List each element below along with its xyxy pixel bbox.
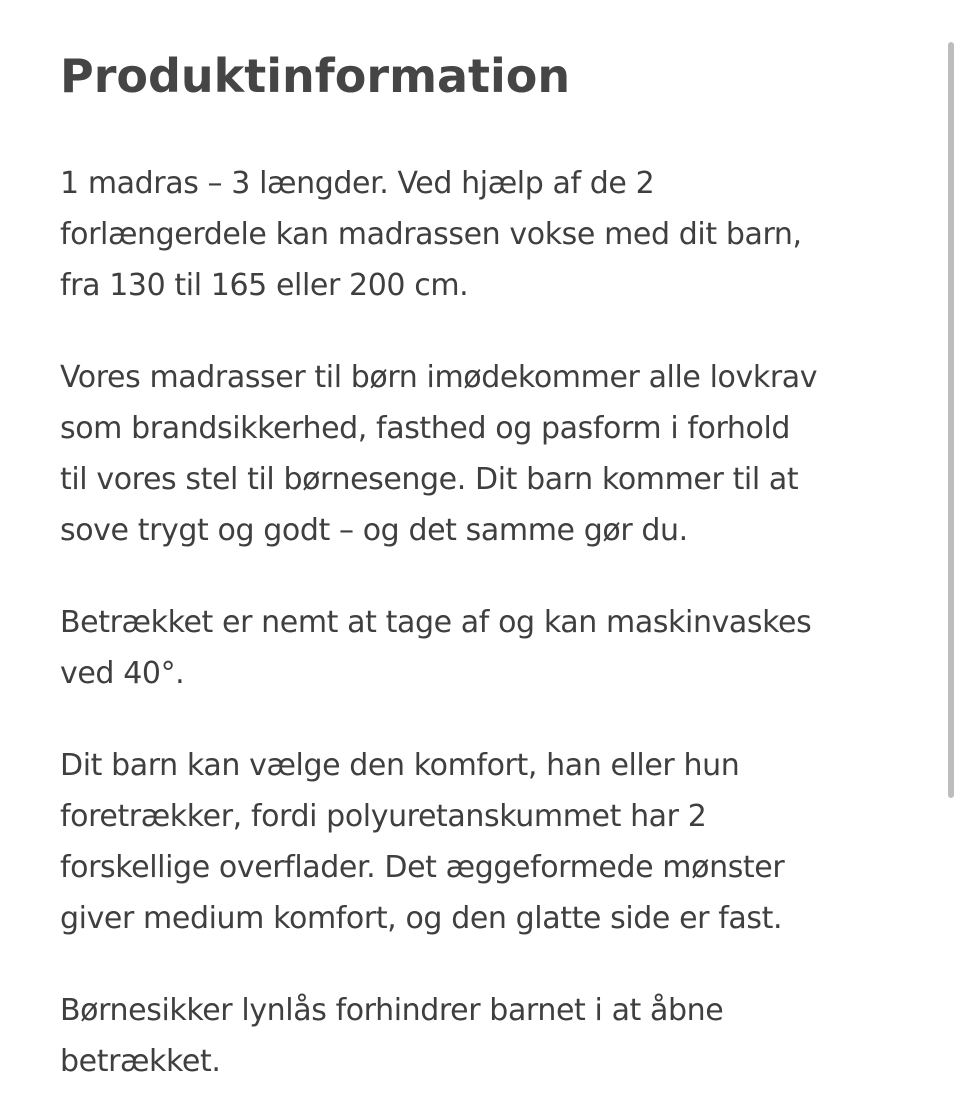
text-line: som brandsikkerhed, fasthed og pasform i forhold — [60, 411, 791, 446]
text-line: giver medium komfort, og den glatte side er fast. — [60, 901, 783, 936]
text-line: betrækket. — [60, 1044, 221, 1079]
paragraph-cover-washing — [60, 597, 920, 699]
text-line: til vores stel til børnesenge. Dit barn kommer til at — [60, 462, 799, 497]
text-line: fra 130 til 165 eller 200 cm. — [60, 268, 469, 303]
text-line: forskellige overflader. Det æggeformede mønster — [60, 850, 785, 885]
text-line: sove trygt og godt – og det samme gør du. — [60, 513, 688, 548]
text-line: Betrækket er nemt at tage af og kan maskinvaskes — [60, 605, 812, 640]
text-line: 1 madras – 3 længder. Ved hjælp af de 2 — [60, 166, 655, 201]
product-info-section — [60, 40, 920, 1087]
paragraph-zipper — [60, 985, 920, 1087]
text-line: Dit barn kan vælge den komfort, han eller hun — [60, 748, 740, 783]
text-line: foretrækker, fordi polyuretanskummet har 2 — [60, 799, 707, 834]
text-line: forlængerdele kan madrassen vokse med dit barn, — [60, 217, 802, 252]
vertical-scrollbar[interactable] — [948, 42, 954, 798]
text-line: ved 40°. — [60, 656, 185, 691]
text-line: Vores madrasser til børn imødekommer alle lovkrav — [60, 360, 818, 395]
paragraph-safety — [60, 352, 920, 556]
page-title: Produktinformation — [60, 49, 571, 103]
text-line: Børnesikker lynlås forhindrer barnet i at åbne — [60, 993, 724, 1028]
paragraph-comfort — [60, 740, 920, 944]
paragraph-lengths — [60, 158, 920, 311]
